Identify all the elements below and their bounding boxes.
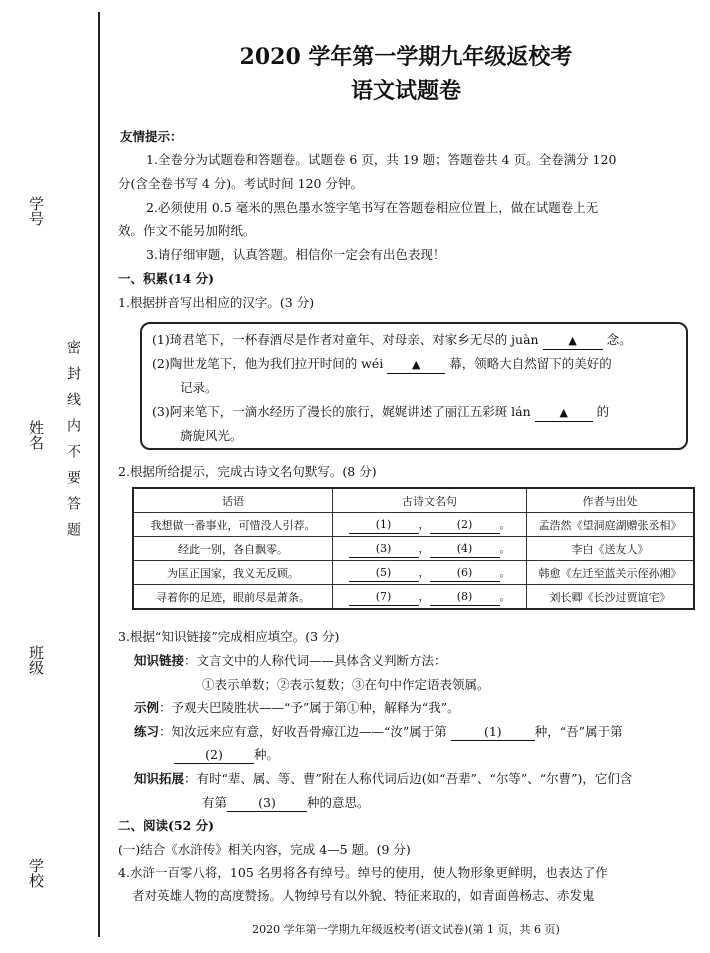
answer-blank[interactable]: (6) bbox=[430, 565, 500, 582]
section2-sub1: (一)结合《水浒传》相关内容，完成 4—5 题。(9 分) bbox=[118, 842, 411, 857]
answer-cell: (1) ， (2) 。 bbox=[333, 513, 527, 537]
answer-cell: (5) ， (6) 。 bbox=[333, 561, 527, 585]
table-row bbox=[133, 513, 694, 537]
seal-line-notice: 密封线内不要答题 bbox=[65, 340, 81, 548]
poem-table bbox=[132, 487, 695, 610]
student-id-label: 学号 bbox=[27, 196, 45, 226]
school-label: 学校 bbox=[27, 858, 45, 888]
q4-line1: 4.水浒一百零八将，105 名男将各有绰号。绰号的使用，使人物形象更鲜明，也表达了作 bbox=[118, 865, 608, 880]
hint-cell: 为匡正国家，我义无反顾。 bbox=[133, 561, 333, 585]
q3-stem: 3.根据“知识链接”完成相应填空。(3 分) bbox=[118, 629, 340, 644]
q1-blank1[interactable]: ▲ bbox=[543, 332, 603, 350]
section2-heading: 二、阅读(52 分) bbox=[118, 818, 215, 833]
hint-cell: 我想做一番事业，可惜没人引荐。 bbox=[133, 513, 333, 537]
q1-blank2[interactable]: ▲ bbox=[387, 356, 445, 374]
table-header-row bbox=[133, 488, 694, 513]
answer-blank[interactable]: (3) bbox=[349, 541, 419, 558]
source-cell: 韩愈《左迁至蓝关示侄孙湘》 bbox=[527, 561, 695, 585]
hint-cell: 寻着你的足迹，眼前尽是萧条。 bbox=[133, 585, 333, 610]
section1-heading: 一、积累(14 分) bbox=[118, 271, 215, 286]
notice-p3: 3.请仔细审题，认真答题。相信你一定会有出色表现！ bbox=[146, 247, 446, 262]
q3-example: 示例：予观夫巴陵胜状——“予”属于第①种，解释为“我”。 bbox=[134, 700, 460, 715]
answer-cell: (3) ， (4) 。 bbox=[333, 537, 527, 561]
q1-item1: (1)琦君笔下，一杯春酒尽是作者对童年、对母亲、对家乡无尽的 juàn ▲ 念。 bbox=[152, 331, 632, 350]
q1-stem: 1.根据拼音写出相应的汉字。(3 分) bbox=[118, 295, 315, 310]
q1-item3-cont: 旖旎风光。 bbox=[180, 428, 243, 443]
col-header-line: 古诗文名句 bbox=[333, 488, 527, 513]
answer-cell: (7) ， (8) 。 bbox=[333, 585, 527, 610]
answer-blank[interactable]: (1) bbox=[349, 517, 419, 534]
q3-link: 知识链接：文言文中的人称代词——具体含义判断方法： bbox=[134, 653, 447, 668]
q1-item3: (3)阿来笔下，一滴水经历了漫长的旅行，娓娓讲述了丽江五彩斑 lán ▲ 的 bbox=[152, 403, 609, 422]
source-cell: 孟浩然《望洞庭湖赠张丞相》 bbox=[527, 513, 695, 537]
notice-p1-line1: 1.全卷分为试题卷和答题卷。试题卷 6 页，共 19 题；答题卷共 4 页。全卷满分 120 bbox=[146, 152, 617, 167]
notice-p2-line1: 2.必须使用 0.5 毫米的黑色墨水签字笔书写在答题卷相应位置上，做在试题卷上无 bbox=[146, 200, 599, 215]
notice-heading: 友情提示： bbox=[120, 129, 183, 144]
q3-blank3[interactable]: (3) bbox=[227, 795, 307, 812]
notice-p2-line2: 效。作文不能另加附纸。 bbox=[118, 223, 256, 238]
exam-title: 2020 学年第一学期九年级返校考 bbox=[239, 44, 573, 70]
q3-extension-cont: 有第 (3) 种的意思。 bbox=[202, 795, 370, 810]
q4-line2: 者对英雄人物的高度赞扬。人物绰号有以外貌、特征来取的，如青面兽杨志、赤发鬼 bbox=[132, 888, 595, 903]
answer-blank[interactable]: (2) bbox=[430, 517, 500, 534]
q2-stem: 2.根据所给提示，完成古诗文名句默写。(8 分) bbox=[118, 464, 377, 479]
q3-extension: 知识拓展：有时“辈、属、等、曹”附在人称代词后边(如“吾辈”、“尔等”、“尔曹”)，它们含 bbox=[134, 771, 633, 786]
answer-blank[interactable]: (5) bbox=[349, 565, 419, 582]
source-cell: 李白《送友人》 bbox=[527, 537, 695, 561]
class-label: 班级 bbox=[27, 645, 45, 675]
page-footer: 2020 学年第一学期九年级返校考(语文试卷)(第 1 页，共 6 页) bbox=[252, 923, 560, 936]
hint-cell: 经此一别，各自飘零。 bbox=[133, 537, 333, 561]
notice-p1-line2: 分(含全卷书写 4 分)。考试时间 120 分钟。 bbox=[118, 176, 363, 191]
binding-line bbox=[98, 12, 100, 937]
q3-link-list: ①表示单数；②表示复数；③在句中作定语表领属。 bbox=[202, 677, 490, 692]
q1-item2-cont: 记录。 bbox=[180, 380, 218, 395]
q3-blank2[interactable]: (2) bbox=[174, 747, 254, 764]
col-header-hint: 话语 bbox=[133, 488, 333, 513]
table-row bbox=[133, 585, 694, 610]
exam-subtitle: 语文试题卷 bbox=[350, 78, 461, 104]
table-row bbox=[133, 537, 694, 561]
answer-blank[interactable]: (4) bbox=[430, 541, 500, 558]
q3-practice: 练习：知汝远来应有意，好收吾骨瘴江边——“汝”属于第 (1) 种，“吾”属于第 bbox=[134, 724, 623, 739]
source-cell: 刘长卿《长沙过贾谊宅》 bbox=[527, 585, 695, 610]
answer-blank[interactable]: (7) bbox=[349, 589, 419, 606]
q3-practice-cont: (2) 种。 bbox=[174, 746, 279, 764]
name-label: 姓名 bbox=[27, 420, 45, 450]
answer-blank[interactable]: (8) bbox=[430, 589, 500, 606]
q1-blank3[interactable]: ▲ bbox=[535, 404, 593, 422]
q3-blank1[interactable]: (1) bbox=[451, 724, 535, 741]
q1-item2: (2)陶世龙笔下，他为我们拉开时间的 wéi ▲ 幕，领略大自然留下的美好的 bbox=[152, 355, 612, 374]
table-row bbox=[133, 561, 694, 585]
col-header-source: 作者与出处 bbox=[527, 488, 695, 513]
